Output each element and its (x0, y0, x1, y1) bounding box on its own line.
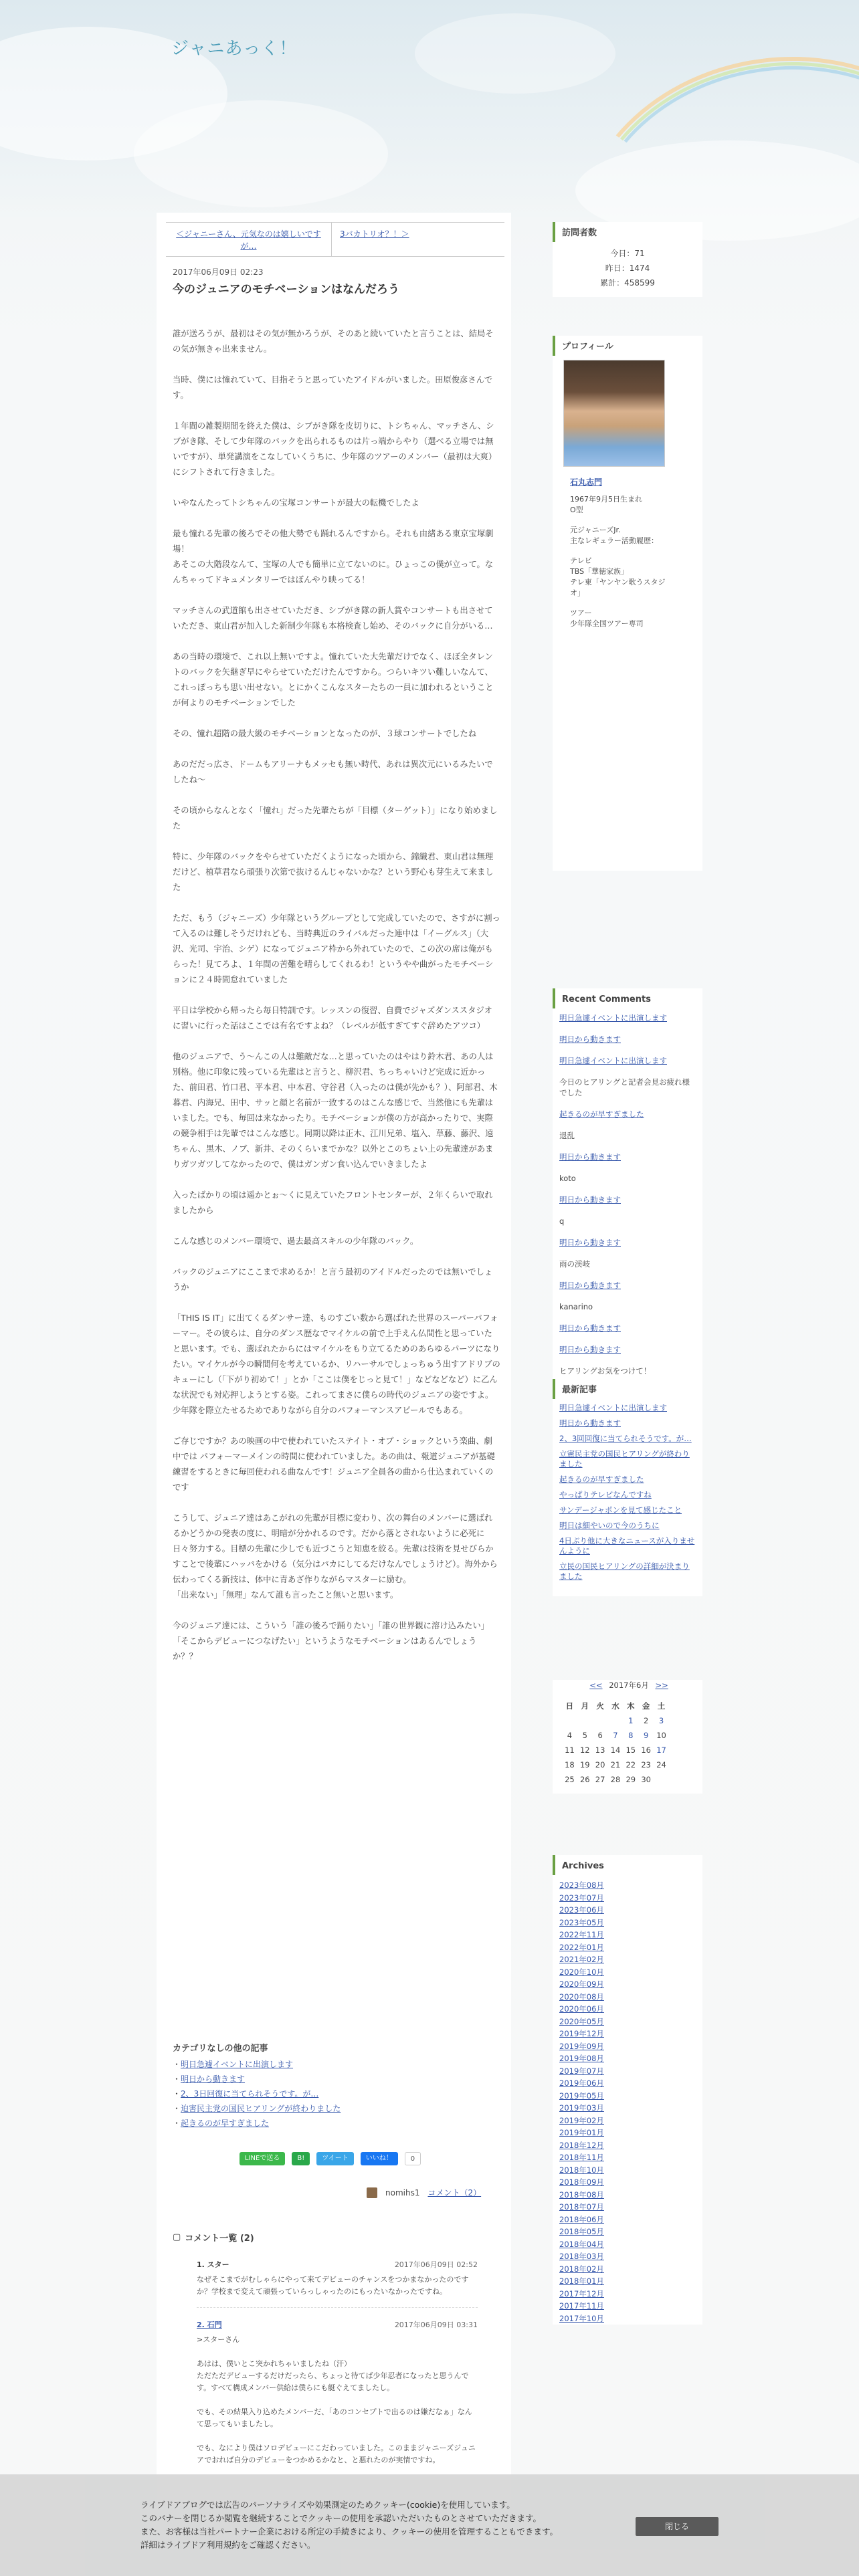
calendar-day (562, 1713, 577, 1728)
author-name[interactable]: nomihs1 (385, 2187, 420, 2197)
calendar-day: 14 (610, 1745, 621, 1755)
recent-comments-list (553, 1012, 702, 1396)
related-link[interactable]: 明日急遽イベントに出演します (181, 2060, 294, 2069)
archive-link[interactable]: 2017年11月 (559, 2301, 604, 2311)
post-paragraph: １年間の雑製期間を終えた僕は、シブがき隊を皮切りに、トシちゃん、マッチさん、シブがき隊、そして少年隊のバックを出られるものは片っ端からやり（選べる立場では無いですが）、単発講演をこなしていくうちに、少年隊のツアーのメンバー（最初は大爽）にシフトされて行きました。 (173, 421, 497, 477)
related-link[interactable]: 迫害民主党の国民ヒアリングが終わりました (181, 2104, 341, 2113)
calendar-day: 23 (641, 1760, 651, 1769)
recent-comment-author: 退乱 (559, 1131, 575, 1140)
calendar-day: 20 (595, 1760, 605, 1769)
calendar-day: 26 (579, 1775, 590, 1784)
recent-post-link[interactable]: 立民の国民ヒアリングの詳細が決まりました (559, 1562, 690, 1581)
recent-posts-widget (553, 1379, 702, 1596)
comments-link[interactable]: コメント（2） (427, 2188, 482, 2197)
recent-comment-author: q (559, 1216, 565, 1226)
calendar-day: 29 (626, 1775, 636, 1784)
recent-post-link[interactable]: 明日は細やいので今のうちに (559, 1521, 660, 1530)
calendar-day: 5 (582, 1731, 587, 1740)
archive-link[interactable]: 2019年08月 (559, 2054, 604, 2063)
archive-link[interactable]: 2018年10月 (559, 2165, 604, 2175)
prev-post-link[interactable]: ＜ジャニーさん、元気なのは嬉しいですが… (176, 229, 321, 251)
related-item (173, 2072, 341, 2086)
comment-bubble-icon: ▢ (173, 2232, 181, 2242)
comments-heading (173, 2231, 254, 2244)
calendar-weekday: 日 (565, 1701, 574, 1711)
archive-link[interactable]: 2020年08月 (559, 1992, 604, 2002)
related-link[interactable]: 明日から動きます (181, 2074, 246, 2084)
calendar-day (608, 1713, 624, 1728)
related-list (173, 2057, 341, 2131)
line-share-button[interactable]: LINEで送る (240, 2152, 285, 2165)
post-paragraph: その頃からなんとなく「憧れ」だった先輩たちが「目標（ターゲット）」になり始めました (173, 806, 498, 831)
calendar-day: 4 (567, 1731, 573, 1740)
calendar-day: 15 (626, 1745, 636, 1755)
facebook-like-button[interactable]: いいね！ (361, 2152, 398, 2165)
calendar-day: 19 (579, 1760, 590, 1769)
recent-posts-list (553, 1403, 702, 1596)
post-paragraph: その、憧れ超階の最大級のモチベーションとなったのが、３球コンサートでしたね (173, 729, 477, 738)
visits-yesterday: 昨日：1474 (605, 263, 650, 273)
post-paragraph: 平日は学校から帰ったら毎日特訓です。レッスンの復習、自費でジャズダンススタジオに習いに行った話はここでは有名ですよね？（レベルが低すぎてすぐ辞めたアツコ） (173, 1006, 492, 1031)
archive-link[interactable]: 2018年11月 (559, 2153, 604, 2162)
post-paragraph: 最も憧れる先輩の後ろでその他大勢でも踊れるんですから。それも由緒ある東京宝塚劇場！ あそこの大階段なんて、宝塚の人でも簡単に立てないのに。ひょっこの僕が立って。なんちゃってドキュメンタリーではぼんやり映ってる！ (173, 529, 494, 584)
author-row (367, 2187, 481, 2198)
hatena-bookmark-button[interactable]: B! (292, 2152, 310, 2165)
calendar-header (562, 1680, 696, 1691)
next-post-link[interactable]: 3バカトリオ？！＞ (340, 229, 409, 239)
recent-post-link[interactable]: 起きるのが早すぎました (559, 1475, 644, 1484)
recent-comment-author: 雨の渓岐 (559, 1259, 590, 1269)
cookie-banner (0, 2474, 859, 2576)
calendar-day: 8 (628, 1731, 634, 1740)
recent-comment-post-link[interactable]: 明日急遽イベントに出演します (559, 1013, 667, 1023)
calendar-day: 1 (628, 1716, 634, 1725)
calendar-weekday: 土 (657, 1701, 666, 1711)
calendar-day: 17 (656, 1745, 666, 1755)
share-buttons (240, 2152, 421, 2165)
sidebar (553, 213, 702, 2506)
post-paragraph: 今のジュニア達には、こういう「誰の後ろで踊りたい」「誰の世界観に溶け込みたい」「そこからデビューにつなげたい」というようなモチベーションはあるんでしょうか？？ (173, 1621, 490, 1661)
post-paragraph: ご存じですか？あの映画の中で使われていたステイト・オブ・ショックという楽曲、劇中では パフォーマーメインの時間に使われていました。あの曲は、報道ジュニアが基礎練習をするときに毎回使われる曲なんです！ジュニア全員各の曲から仕込まれていくのです (173, 1436, 495, 1492)
calendar-day: 25 (565, 1775, 575, 1784)
visits-heading: 訪問者数 (553, 222, 702, 242)
comment-date: 2017年06月09日 02:52 (394, 2260, 478, 2269)
archives-widget (553, 1855, 702, 2325)
archive-link[interactable]: 2018年02月 (559, 2264, 604, 2274)
archive-link[interactable]: 2020年10月 (559, 1967, 604, 1977)
archive-link[interactable]: 2020年05月 (559, 2016, 604, 2026)
recent-comment-post-link[interactable]: 明日から動きます (559, 1281, 621, 1290)
calendar-table (562, 1699, 669, 1787)
comment-date: 2017年06月09日 03:31 (394, 2321, 478, 2329)
recent-posts-heading: 最新記事 (553, 1379, 702, 1399)
archive-link[interactable]: 2023年05月 (559, 1917, 604, 1927)
recent-post-link[interactable]: 立憲民主党の国民ヒアリングが終わりました (559, 1449, 690, 1469)
calendar-widget (553, 1680, 702, 1794)
calendar-weekday: 火 (596, 1701, 604, 1711)
calendar-weekday: 木 (627, 1701, 635, 1711)
calendar-day: 9 (643, 1731, 649, 1740)
archive-link[interactable]: 2018年08月 (559, 2189, 604, 2199)
comment-text: なぜそこまでがむしゃらにやって来てデビューのチャンスをつかまなかったのですか？学校まで変えて頑張っていらっしゃったのにもったいなかったですね。 (197, 2275, 469, 2296)
archive-link[interactable]: 2022年11月 (559, 1930, 604, 1939)
recent-post-link[interactable]: 明日急遽イベントに出演します (559, 1403, 667, 1412)
profile-name[interactable]: 石丸志門 (570, 477, 603, 487)
calendar-day: 28 (610, 1775, 621, 1784)
related-item (173, 2086, 341, 2101)
calendar-prev-link[interactable]: << (589, 1681, 603, 1690)
visits-today: 今日：71 (610, 249, 645, 258)
calendar-day: 18 (565, 1760, 575, 1769)
post-paragraph: あの当時の環境で、これ以上無いですよ。憧れていた大先輩だけでなく、ほぼ全タレントのバックを矢継ぎ早にやらせていただけたんですから。つらいキツい難しいなんて、これっぽっちも思い出せない。とにかくこんなスターたちの一員に加われるということが何よりのモチベーションでした (173, 652, 494, 708)
profile-line: 元ジャニーズJr. 主なレギュラー活動履歴： (570, 526, 658, 545)
comment-item (197, 2319, 478, 2476)
recent-comments-widget (553, 988, 702, 1396)
comment-text: >スターさん あはは、僕いとこ突かれちゃいましたね（汗） ただただデビューするだけだったら、ちょっと待てば少年忍者になったと思うんです。すべて構成メンバー供給は僕らにも艇ぐえてましたし。 でも、その結果入り込めたメンバーだ、「あのコンセプトで出るのは嫌だなぁ」なんて思ってもいましたし。 でも、なにより僕はソロデビューにこだわっていました。このままジャニーズジュニアでおれば自分のデビューをつかめるかなと、と悪れたのが実情ですね。 (197, 2335, 476, 2464)
archive-link[interactable]: 2018年03月 (559, 2252, 604, 2261)
calendar-day: 13 (595, 1745, 605, 1755)
calendar-day (654, 1772, 669, 1787)
archive-link[interactable]: 2019年02月 (559, 2115, 604, 2125)
profile-line: ツアー 少年隊全国ツアー専司 (570, 609, 644, 628)
comment-item (197, 2259, 478, 2308)
profile-heading: プロフィール (553, 336, 702, 356)
post-paragraph: 誰が送ろうが、最初はその気が無かろうが、そのあと続いていたと言うことは、結局その気が無きゃ出来ません。 (173, 329, 494, 354)
archive-link[interactable]: 2019年03月 (559, 2103, 604, 2113)
post-paragraph: バックのジュニアにここまで求めるか！と言う最初のアイドルだったのでは無いでしょうか (173, 1267, 493, 1292)
recent-post-link[interactable]: やっぱりテレビなんですね (559, 1490, 652, 1499)
calendar-weekday: 金 (642, 1701, 650, 1711)
calendar-day: 10 (656, 1731, 666, 1740)
calendar-day: 16 (641, 1745, 651, 1755)
post-paragraph: こんな感じのメンバー環境で、過去最高スキルの少年隊のバック。 (173, 1237, 419, 1246)
calendar-day (577, 1713, 593, 1728)
calendar-day: 6 (597, 1731, 603, 1740)
archive-link[interactable]: 2018年07月 (559, 2202, 604, 2212)
comment-author[interactable]: 2. 石門 (197, 2321, 222, 2329)
archives-heading: Archives (553, 1855, 702, 1875)
calendar-day: 12 (579, 1745, 590, 1755)
recent-comment-post-link[interactable]: 起きるのが早すぎました (559, 1109, 644, 1119)
cookie-close-button[interactable]: 閉じる (636, 2517, 719, 2536)
post-paragraph: こうして、ジュニア達はあこがれの先輩が目標に変わり、次の舞台のメンバーに選ばれるかどうかの発表の度に、明暗が分かれるのです。だから落とされないように必死に日々努力する。目標の先輩に少しでも近づこうと知恵を絞る。先輩は技術を見せびらかすことで後輩にハッパをかける（気分はパカにしてるだけなんでしょうけど）。海外から伝わってくる新技は、体中に青あざ作りながらマスターに励む。 「出来ない」「無理」なんて誰も言ったこと無いと思います。 (173, 1513, 498, 1600)
archive-link[interactable]: 2019年06月 (559, 2078, 604, 2088)
recent-comment-post-link[interactable]: 明日急遽イベントに出演します (559, 1056, 667, 1065)
archive-link[interactable]: 2022年01月 (559, 1942, 604, 1952)
post-paragraph: 他のジュニアで、う〜んこの人は難敵だな…と思っていたのはやはり鈴木君、あの人は別格。他に印象に残っている先輩はと言うと、柳沢君、ちっちゃいけど完成に近かった、前田君、竹口君、平本君、中本君、守谷君（入ったのは僕が先かも？）、阿部君、木暮君、内海兄、田中、サッと顔と名前が一致するのはこんな感じで、当然他にも先輩はいました。でも、毎回は来なかったり。モチベーションが僕の方が高かったりで、実際の競争相手は先輩ではこんな感じ。同期以降は正木、江川兄弟、塩入、草藤、藤沢、遠ちゃん、黒木、ノブ、新井、そのくらいまでかな？以外とこのちょい上の先輩達があまりガツガツしてなかったので、僕はガンガン食い込んでいきましたよ (173, 1052, 498, 1169)
profile-photo (563, 360, 665, 467)
calendar-weekday: 月 (581, 1701, 589, 1711)
archive-link[interactable]: 2018年05月 (559, 2227, 604, 2236)
author-avatar (367, 2187, 377, 2198)
archive-link[interactable]: 2023年07月 (559, 1893, 604, 1903)
related-link[interactable]: 起きるのが早すぎました (181, 2119, 270, 2128)
archives-list (553, 1879, 702, 2325)
calendar-weekday: 水 (611, 1701, 619, 1711)
recent-comment-post-link[interactable]: 明日から動きます (559, 1238, 621, 1247)
archive-link[interactable]: 2019年07月 (559, 2066, 604, 2076)
related-item (173, 2116, 341, 2131)
post-pager (166, 222, 504, 257)
related-item (173, 2101, 341, 2116)
archive-link[interactable]: 2017年12月 (559, 2288, 604, 2298)
calendar-day: 30 (641, 1775, 651, 1784)
post-paragraph: 特に、少年隊のバックをやらせていただくようになった頃から、錦織君、東山君は無理だけど、植草君なら頑張り次第で抜けるんじゃないかな？という野心も芽生えて来ました (173, 852, 494, 892)
profile-line: 1967年9月5日生まれ O型 (570, 495, 642, 514)
comment-author: 1. スター (197, 2260, 229, 2269)
recent-comment-post-link[interactable]: 明日から動きます (559, 1035, 621, 1044)
archive-link[interactable]: 2021年02月 (559, 1955, 604, 1964)
archive-link[interactable]: 2018年12月 (559, 2140, 604, 2150)
calendar-day: 2 (643, 1716, 649, 1725)
post-paragraph: 「THIS IS IT」に出てくるダンサー達、ものすごい数から選ばれた世界のスーパーパフォーマー。その彼らは、自分のダンス歴なでマイケルの前で上手えん仏間性と思っていたと思います。でも、選ばれたからにはマイケルをもり立てるためのあらゆるパーツになりたい。マイケルが今の瞬間何を考えているか、リハーサルでしょっちゅう出すアドリブのキューにし（「下がり初めて！」とか「ここは僕をじっと見て！」などなどなど）に乙んな状況でも対応押しようとする姿。これってまさに僕らの時代のジュニアの姿ですよ。少年隊を際立たせるためでありながら自分のパフォーマンスアピールでもある。 (173, 1313, 500, 1415)
profile-text (570, 494, 670, 629)
visits-total: 累計：458599 (600, 278, 655, 288)
post-paragraph: いやなんたってトシちゃんの宝塚コンサートが最大の転機でしたよ (173, 498, 419, 508)
post-paragraph: マッチさんの武道館も出させていただき、シブがき隊の新人賞やコンサートも出させていただき、東山君が加入した新制少年隊も本格検査し始め、そのバックに自分がいる… (173, 606, 493, 631)
recent-comment-author: 今日のヒアリングと記者会見お疲れ様でした (559, 1077, 690, 1097)
archive-link[interactable]: 2018年09月 (559, 2177, 604, 2187)
archive-link[interactable]: 2019年12月 (559, 2029, 604, 2038)
related-heading: カテゴリなしの他の記事 (173, 2044, 268, 2054)
calendar-day: 27 (595, 1775, 605, 1784)
archive-link[interactable]: 2018年04月 (559, 2239, 604, 2249)
profile-widget (553, 336, 702, 871)
calendar-day: 7 (613, 1731, 618, 1740)
calendar-day: 21 (610, 1760, 621, 1769)
comments-heading-text: コメント一覧 (2) (185, 2234, 254, 2244)
calendar-next-link[interactable]: >> (655, 1681, 668, 1690)
recent-post-link[interactable]: 2、3回回復に当てられそうです。が… (559, 1434, 692, 1443)
archive-link[interactable]: 2020年06月 (559, 2004, 604, 2014)
archive-link[interactable]: 2019年09月 (559, 2041, 604, 2051)
recent-post-link[interactable]: 明日から動きます (559, 1418, 621, 1428)
calendar-day: 3 (658, 1716, 664, 1725)
main-column (157, 213, 511, 2506)
recent-comment-post-link[interactable]: 明日から動きます (559, 1152, 621, 1162)
pocket-count[interactable]: 0 (405, 2152, 421, 2165)
archive-link[interactable]: 2019年05月 (559, 2090, 604, 2101)
archive-link[interactable]: 2023年08月 (559, 1881, 604, 1890)
calendar-day: 22 (626, 1760, 636, 1769)
calendar-day (593, 1713, 608, 1728)
tweet-button[interactable]: ツイート (316, 2152, 354, 2165)
post-paragraph: 入ったばかりの頃は遥かとぉ〜くに見えていたフロントセンターが、２年くらいで取れましたから (173, 1190, 493, 1215)
related-link[interactable]: 2、3日回復に当てられそうです。が… (181, 2089, 319, 2099)
recent-comment-post-link[interactable]: 明日から動きます (559, 1323, 621, 1333)
cookie-text: ライブドアブログでは広告のパーソナライズや効果測定のためクッキー(cookie)を使用しています。 このバナーを閉じるか閲覧を継続することでクッキーの使用を承認いただいたものとさせていただきます。 また、お客様は当社パートナー企業における所定の手続きにより、クッキーの使用を管理することもできます。 詳細はライブドア利用規約をご確認ください。 (140, 2500, 559, 2550)
archive-link[interactable]: 2018年06月 (559, 2214, 604, 2224)
archive-link[interactable]: 2018年01月 (559, 2276, 604, 2286)
archive-link[interactable]: 2017年10月 (559, 2313, 604, 2323)
post-date: 2017年06月09日 02:23 (173, 267, 264, 277)
calendar-day: 24 (656, 1760, 666, 1769)
archive-link[interactable]: 2020年09月 (559, 1979, 604, 1989)
recent-comment-author: koto (559, 1174, 576, 1183)
recent-post-link[interactable]: 4日ぶり他に大きなニュースが入りませんように (559, 1536, 695, 1555)
visits-widget (553, 222, 702, 297)
post-body (173, 326, 500, 1680)
recent-post-link[interactable]: サンデージャポンを見て感じたこと (559, 1505, 682, 1515)
recent-comment-author: kanarino (559, 1302, 593, 1311)
recent-comment-post-link[interactable]: 明日から動きます (559, 1195, 621, 1204)
archive-link[interactable]: 2019年01月 (559, 2128, 604, 2137)
post-paragraph: ただ、もう（ジャニーズ）少年隊というグループとして完成していたので、さすがに割って入るのは難しそうだけれども、当時典近のライバルだった連中は「イーグルス」（大沢、光司、宇治、シゲ）になってジュニア枠から外れていたので、この次の席は俺がもらった！見てろよ、１年間の苦難を晴らしてくれるわ！というやや曲がったモチベーションに２４時間怠れていました (173, 914, 500, 984)
post-paragraph: あのだだっ広さ、ドームもアリーナもメッセも無い時代、あれは異次元にいるみたいでしたね〜 (173, 760, 493, 784)
archive-link[interactable]: 2023年06月 (559, 1905, 604, 1915)
post-title: 今のジュニアのモチベーションはなんだろう (173, 283, 399, 296)
post-paragraph: 当時、僕には憧れていて、目指そうと思っていたアイドルがいました。田原俊彦さんです。 (173, 375, 493, 400)
calendar-title: 2017年6月 (609, 1681, 649, 1690)
calendar-day: 11 (565, 1745, 575, 1755)
recent-comments-heading: Recent Comments (553, 988, 702, 1008)
site-title[interactable]: ジャニあっく！ (171, 39, 298, 59)
recent-comment-author: ヒアリングお気をつけて！ (559, 1366, 652, 1376)
related-item (173, 2057, 341, 2072)
profile-line: テレビ TBS「華徳家族」 テレ東「ヤンヤン歌うスタジオ」 (570, 556, 666, 597)
recent-comment-post-link[interactable]: 明日から動きます (559, 1345, 621, 1354)
